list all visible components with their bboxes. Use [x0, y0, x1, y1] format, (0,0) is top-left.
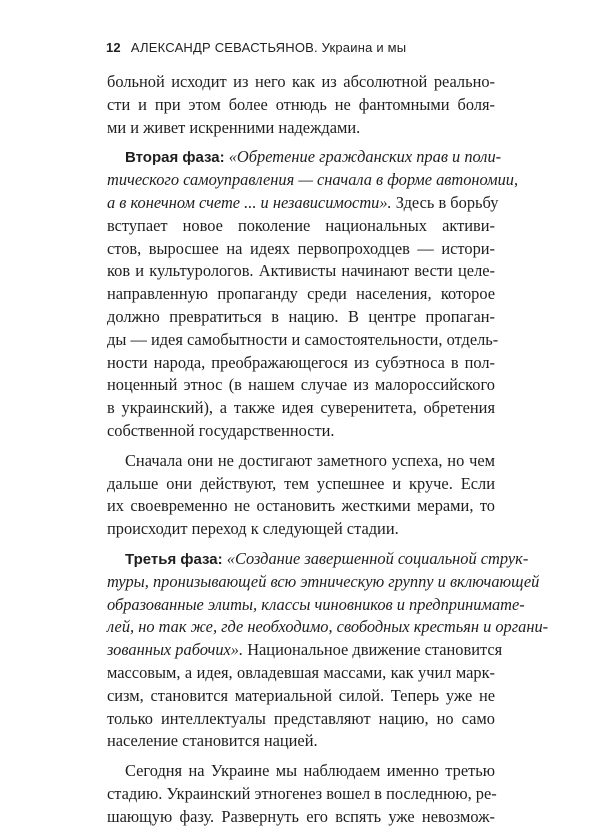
paragraph-4: [107, 548, 549, 753]
text-line: шающую фазу. Развернуть его вспять уже невозмож-: [107, 806, 495, 826]
paragraph-3: [107, 450, 495, 541]
text-line: [107, 639, 503, 662]
text-line: население становится нацией.: [107, 731, 318, 751]
text-line: больной исходит из него как из абсолютной реально-: [107, 72, 495, 91]
quote-text: «Обретение гражданских прав и поли-: [228, 147, 502, 167]
text-line: массовым, а идея, овладевшая массами, как учил марк-: [107, 662, 495, 682]
text-line: происходит переход к следующей стадии.: [107, 519, 399, 539]
text-line: [107, 548, 529, 571]
text-line: Сначала они не достигают заметного успеха, но чем: [125, 450, 495, 470]
text-line: ков и культурологов. Активисты начинают вести целе-: [107, 261, 495, 281]
text-line: ности народа, преображающегося из субэтноса в пол-: [107, 352, 495, 372]
text-line: Сегодня на Украине мы наблюдаем именно третью: [125, 761, 495, 781]
quote-text: тического самоуправления — сначала в форме автономии,: [107, 170, 519, 190]
quote-text: а в конечном счете ... и независимости».: [107, 192, 392, 212]
quote-text: лей, но так же, где необходимо, свободных крестьян и органи-: [107, 617, 549, 637]
text-line: ды — идея самобытности и самостоятельности, отдель-: [107, 329, 499, 349]
text-line: их своевременно не остановить жесткими мерами, то: [107, 496, 495, 516]
text-line: [107, 169, 519, 192]
paragraph-2: [107, 146, 519, 442]
running-header: [106, 40, 406, 55]
paragraph-1: [107, 71, 495, 139]
quote-text: туры, пронизывающей всю этническую группу и включающей: [107, 571, 540, 591]
running-title: АЛЕКСАНДР СЕВАСТЬЯНОВ. Украина и мы: [130, 40, 407, 55]
text-run: Здесь в борьбу: [391, 192, 499, 212]
text-line: должно превратиться в нацию. В центре пропаган-: [107, 306, 495, 326]
text-run: Национальное движение становится: [243, 640, 503, 660]
page-number: 12: [106, 40, 121, 55]
paragraph-5: [107, 760, 495, 828]
text-line: в украинский), а также идея суверенитета, обретения: [107, 398, 495, 418]
text-line: сти и при этом более отнюдь не фантомными боля-: [107, 94, 495, 114]
phase-lead: Вторая фаза:: [125, 149, 225, 167]
text-line: собственной государственности.: [107, 420, 335, 440]
quote-text: образованные элиты, классы чиновников и предпринимате-: [107, 594, 525, 614]
text-line: дальше они действуют, тем успешнее и круче. Если: [107, 473, 495, 493]
text-line: стов, выросшее на идеях первопроходцев — истори-: [107, 238, 495, 258]
text-line: направленную пропаганду среди населения, которое: [107, 284, 495, 304]
text-line: [107, 146, 502, 169]
text-line: [107, 616, 549, 639]
quote-text: зованных рабочих».: [107, 640, 244, 660]
phase-lead: Третья фаза:: [125, 550, 223, 568]
text-line: ноценный этнос (в нашем случае из малороссийского: [107, 375, 495, 395]
text-line: стадию. Украинский этногенез вошел в последнюю, ре-: [107, 783, 497, 803]
text-line: [107, 571, 540, 594]
text-line: [107, 594, 525, 617]
text-line: только интеллектуалы представляют нацию, но само: [107, 708, 495, 728]
text-line: [107, 192, 499, 215]
text-line: ми и живет искренними надеждами.: [107, 117, 361, 137]
page-body: [107, 71, 549, 829]
text-line: сизм, становится материальной силой. Теперь уже не: [107, 685, 495, 705]
text-line: вступает новое поколение национальных активи-: [107, 215, 495, 235]
quote-text: «Создание завершенной социальной струк-: [226, 548, 529, 568]
